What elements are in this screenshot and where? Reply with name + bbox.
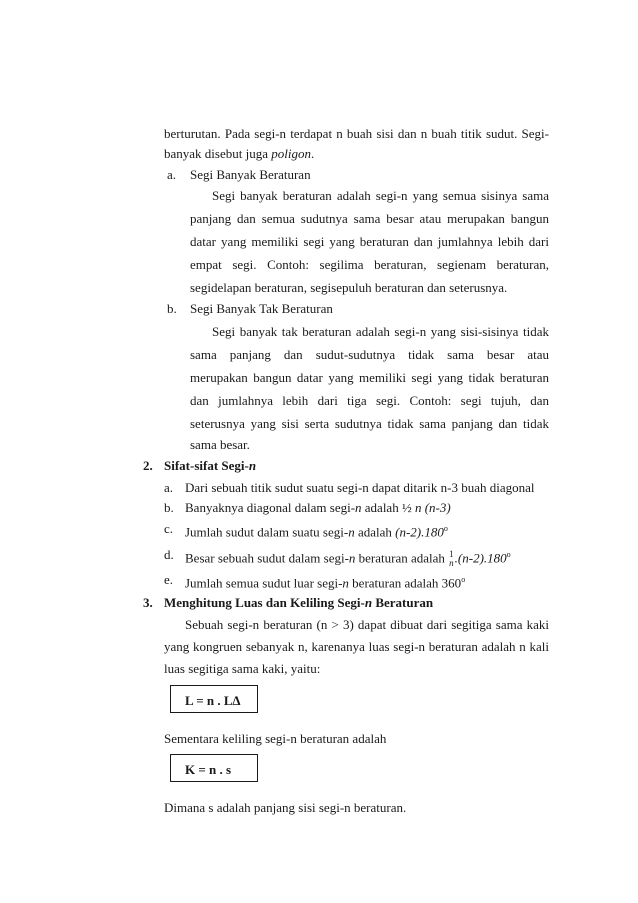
section-3-title — [164, 595, 433, 611]
sub-a-marker: a. — [167, 167, 177, 182]
sub-b-marker: b. — [167, 301, 177, 316]
item-c-formula: (n-2).180 — [395, 524, 444, 540]
sub-b-line-1: Segi banyak tak beraturan adalah segi-n yang sisi-sisinya tidak — [212, 324, 549, 339]
item-d-text: Besar sebuah sudut dalam segi- — [185, 550, 349, 566]
intro-term-poligon: poligon — [271, 146, 311, 161]
section-3-title-text: Menghitung Luas dan Keliling Segi- — [164, 595, 365, 610]
item-d-n: n — [348, 550, 356, 566]
item-e-mid: beraturan adalah 360 — [348, 575, 462, 591]
item-c-n: n — [348, 524, 355, 540]
section-2-item-d — [185, 547, 511, 568]
fraction-denominator: n — [449, 558, 454, 569]
section-3-para-line-1: Sebuah segi-n beraturan (n > 3) dapat dibuat dari segitiga sama kaki — [185, 617, 549, 632]
intro-line-1: berturutan. Pada segi-n terdapat n buah sisi dan n buah titik sudut. Segi- — [164, 126, 549, 141]
item-b-mid: adalah ½ — [361, 500, 415, 515]
sub-b-line-2: sama panjang dan sudut-sudutnya tidak sama besar atau — [190, 347, 549, 362]
section-2-item-d-marker: d. — [164, 547, 174, 562]
section-2-title-n: n — [248, 458, 257, 473]
item-d-mid: beraturan adalah — [355, 550, 449, 566]
item-d-degree: o — [506, 550, 511, 559]
item-e-degree: o — [461, 575, 466, 584]
keliling-intro: Sementara keliling segi-n beraturan adalah — [164, 731, 387, 746]
section-2-title-text: Sifat-sifat Segi- — [164, 458, 249, 473]
sub-a-line-3: datar yang memiliki segi yang beraturan dan jumlahnya lebih dari — [190, 234, 549, 249]
item-e-text: Jumlah semua sudut luar segi- — [185, 575, 343, 591]
item-b-text: Banyaknya diagonal dalam segi- — [185, 500, 356, 515]
item-d-formula: .(n-2).180 — [454, 550, 507, 566]
sub-b-title: Segi Banyak Tak Beraturan — [190, 301, 333, 316]
sub-a-line-4: empat segi. Contoh: segilima beraturan, segienam beraturan, — [190, 257, 549, 272]
sub-b-line-5: seterusnya yang sisi serta sudutnya tidak sama panjang dan tidak — [190, 416, 549, 431]
sub-a-line-1: Segi banyak beraturan adalah segi-n yang semua sisinya sama — [212, 188, 549, 203]
sub-b-line-4: dan jumlahnya lebih dari tiga segi. Contoh: segi tujuh, dan — [190, 393, 549, 408]
sub-b-line-6: sama besar. — [190, 437, 250, 452]
item-b-formula: n (n-3) — [414, 500, 451, 515]
section-2-title — [164, 458, 256, 474]
fraction-numerator: 1 — [449, 549, 454, 560]
section-2-item-b-marker: b. — [164, 500, 174, 515]
section-2-item-e-marker: e. — [164, 572, 174, 587]
section-3-para-line-2: yang kongruen sebanyak n, karenanya luas segi-n beraturan adalah n kali — [164, 639, 549, 654]
item-b-n: n — [355, 500, 362, 515]
formula-keliling: K = n . s — [185, 762, 232, 777]
intro-line-2 — [164, 146, 314, 162]
intro-line-2-text: banyak disebut juga — [164, 146, 272, 161]
section-2-item-e — [185, 572, 465, 591]
section-2-number: 2. — [143, 458, 153, 473]
section-3-para-line-3: luas segitiga sama kaki, yaitu: — [164, 661, 321, 676]
section-2-item-a: Dari sebuah titik sudut suatu segi-n dapat ditarik n-3 buah diagonal — [185, 480, 535, 495]
item-c-degree: o — [443, 524, 448, 533]
section-3-number: 3. — [143, 595, 153, 610]
section-3-title-end: Beraturan — [372, 595, 434, 610]
formula-luas-box — [170, 685, 258, 713]
section-2-item-c-marker: c. — [164, 521, 174, 536]
item-e-n: n — [342, 575, 349, 591]
sub-a-title: Segi Banyak Beraturan — [190, 167, 311, 182]
section-2-item-b — [185, 500, 451, 516]
item-c-text: Jumlah sudut dalam suatu segi- — [185, 524, 349, 540]
sub-a-line-5: segidelapan beraturan, segisepuluh beraturan dan seterusnya. — [190, 280, 508, 295]
intro-line-2-end: . — [310, 146, 315, 161]
formula-luas: L = n . L∆ — [185, 693, 241, 708]
sub-b-line-3: merupakan bangun datar yang memiliki segi yang tidak beraturan — [190, 370, 549, 385]
closing-line: Dimana s adalah panjang sisi segi-n beraturan. — [164, 800, 407, 815]
item-d-fraction — [449, 550, 454, 568]
formula-keliling-box — [170, 754, 258, 782]
item-c-mid: adalah — [354, 524, 396, 540]
section-2-item-c — [185, 521, 448, 540]
section-3-title-n: n — [364, 595, 373, 610]
section-2-item-a-marker: a. — [164, 480, 174, 495]
sub-a-line-2: panjang dan semua sudutnya sama besar atau merupakan bangun — [190, 211, 549, 226]
